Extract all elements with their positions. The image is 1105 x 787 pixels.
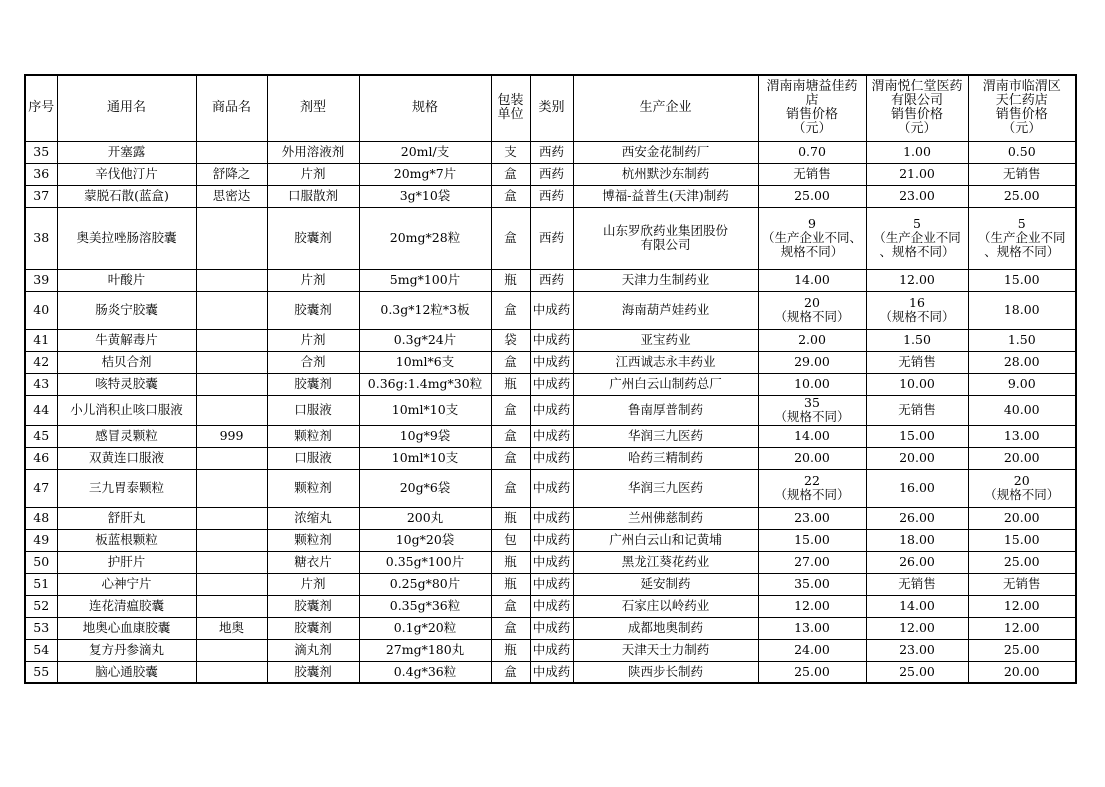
cell-dosage-form: 颗粒剂 <box>267 529 359 551</box>
cell-price-store-1: 10.00 <box>758 373 866 395</box>
cell-manufacturer: 博福-益普生(天津)制药 <box>573 185 758 207</box>
cell-spec: 10ml*6支 <box>359 351 491 373</box>
cell-generic-name: 复方丹参滴丸 <box>57 639 196 661</box>
cell-category: 西药 <box>530 141 573 163</box>
cell-category: 中成药 <box>530 329 573 351</box>
cell-brand-name <box>196 329 267 351</box>
cell-price-store-2: 无销售 <box>866 573 968 595</box>
cell-price-store-1: 35.00 <box>758 573 866 595</box>
cell-price-store-2: 23.00 <box>866 639 968 661</box>
cell-no: 52 <box>25 595 57 617</box>
cell-generic-name: 开塞露 <box>57 141 196 163</box>
cell-no: 45 <box>25 425 57 447</box>
cell-price-store-1: 35 （规格不同） <box>758 395 866 425</box>
cell-price-store-3: 无销售 <box>968 573 1076 595</box>
cell-brand-name: 思密达 <box>196 185 267 207</box>
cell-manufacturer: 海南葫芦娃药业 <box>573 291 758 329</box>
cell-price-store-2: 10.00 <box>866 373 968 395</box>
cell-price-store-3: 25.00 <box>968 639 1076 661</box>
cell-category: 中成药 <box>530 351 573 373</box>
cell-brand-name: 舒降之 <box>196 163 267 185</box>
table-row <box>25 469 1076 507</box>
table-row <box>25 595 1076 617</box>
cell-manufacturer: 广州白云山和记黄埔 <box>573 529 758 551</box>
header-row <box>25 75 1076 141</box>
cell-unit: 盒 <box>491 291 530 329</box>
cell-dosage-form: 口服散剂 <box>267 185 359 207</box>
cell-category: 中成药 <box>530 639 573 661</box>
cell-no: 55 <box>25 661 57 683</box>
cell-spec: 0.1g*20粒 <box>359 617 491 639</box>
cell-no: 44 <box>25 395 57 425</box>
cell-brand-name <box>196 469 267 507</box>
cell-price-store-2: 15.00 <box>866 425 968 447</box>
cell-price-store-2: 26.00 <box>866 551 968 573</box>
cell-category: 中成药 <box>530 573 573 595</box>
cell-price-store-1: 22 （规格不同） <box>758 469 866 507</box>
cell-unit: 盒 <box>491 425 530 447</box>
cell-spec: 0.36g:1.4mg*30粒 <box>359 373 491 395</box>
cell-unit: 盒 <box>491 617 530 639</box>
cell-brand-name <box>196 351 267 373</box>
cell-price-store-1: 25.00 <box>758 185 866 207</box>
cell-spec: 10ml*10支 <box>359 447 491 469</box>
cell-unit: 支 <box>491 141 530 163</box>
cell-no: 50 <box>25 551 57 573</box>
cell-spec: 0.4g*36粒 <box>359 661 491 683</box>
cell-price-store-3: 40.00 <box>968 395 1076 425</box>
cell-price-store-3: 13.00 <box>968 425 1076 447</box>
cell-brand-name <box>196 269 267 291</box>
cell-dosage-form: 口服液 <box>267 395 359 425</box>
cell-generic-name: 桔贝合剂 <box>57 351 196 373</box>
cell-category: 西药 <box>530 185 573 207</box>
cell-manufacturer: 山东罗欣药业集团股份 有限公司 <box>573 207 758 269</box>
cell-spec: 10g*9袋 <box>359 425 491 447</box>
cell-category: 中成药 <box>530 507 573 529</box>
cell-unit: 盒 <box>491 595 530 617</box>
cell-generic-name: 蒙脱石散(蓝盒) <box>57 185 196 207</box>
table-row <box>25 551 1076 573</box>
cell-spec: 200丸 <box>359 507 491 529</box>
table-row <box>25 291 1076 329</box>
cell-manufacturer: 鲁南厚普制药 <box>573 395 758 425</box>
cell-brand-name <box>196 207 267 269</box>
cell-dosage-form: 片剂 <box>267 329 359 351</box>
cell-category: 中成药 <box>530 447 573 469</box>
cell-spec: 20ml/支 <box>359 141 491 163</box>
cell-brand-name: 地奥 <box>196 617 267 639</box>
header-generic-name: 通用名 <box>57 75 196 141</box>
cell-price-store-3: 20.00 <box>968 661 1076 683</box>
cell-dosage-form: 胶囊剂 <box>267 617 359 639</box>
cell-brand-name <box>196 507 267 529</box>
table-row <box>25 395 1076 425</box>
header-manufacturer: 生产企业 <box>573 75 758 141</box>
cell-price-store-1: 20 （规格不同） <box>758 291 866 329</box>
cell-spec: 20mg*28粒 <box>359 207 491 269</box>
cell-dosage-form: 颗粒剂 <box>267 469 359 507</box>
cell-price-store-2: 1.00 <box>866 141 968 163</box>
cell-spec: 3g*10袋 <box>359 185 491 207</box>
cell-spec: 0.25g*80片 <box>359 573 491 595</box>
cell-manufacturer: 天津力生制药业 <box>573 269 758 291</box>
cell-generic-name: 小儿消积止咳口服液 <box>57 395 196 425</box>
cell-no: 35 <box>25 141 57 163</box>
header-no: 序号 <box>25 75 57 141</box>
cell-category: 中成药 <box>530 291 573 329</box>
cell-price-store-1: 27.00 <box>758 551 866 573</box>
cell-generic-name: 连花清瘟胶囊 <box>57 595 196 617</box>
cell-price-store-3: 18.00 <box>968 291 1076 329</box>
table-row <box>25 351 1076 373</box>
cell-category: 中成药 <box>530 617 573 639</box>
cell-no: 42 <box>25 351 57 373</box>
table-row <box>25 373 1076 395</box>
cell-price-store-1: 9 （生产企业不同、 规格不同） <box>758 207 866 269</box>
cell-generic-name: 舒肝丸 <box>57 507 196 529</box>
cell-no: 53 <box>25 617 57 639</box>
cell-price-store-1: 无销售 <box>758 163 866 185</box>
cell-manufacturer: 陕西步长制药 <box>573 661 758 683</box>
cell-generic-name: 脑心通胶囊 <box>57 661 196 683</box>
cell-price-store-2: 无销售 <box>866 395 968 425</box>
cell-manufacturer: 亚宝药业 <box>573 329 758 351</box>
cell-price-store-3: 12.00 <box>968 595 1076 617</box>
cell-generic-name: 咳特灵胶囊 <box>57 373 196 395</box>
cell-no: 43 <box>25 373 57 395</box>
cell-generic-name: 叶酸片 <box>57 269 196 291</box>
cell-category: 中成药 <box>530 595 573 617</box>
table-row <box>25 141 1076 163</box>
cell-unit: 盒 <box>491 469 530 507</box>
cell-brand-name <box>196 573 267 595</box>
table-row <box>25 269 1076 291</box>
cell-unit: 盒 <box>491 447 530 469</box>
cell-unit: 盒 <box>491 351 530 373</box>
cell-generic-name: 心神宁片 <box>57 573 196 595</box>
cell-price-store-3: 20.00 <box>968 447 1076 469</box>
cell-price-store-3: 25.00 <box>968 551 1076 573</box>
cell-brand-name <box>196 447 267 469</box>
cell-price-store-1: 24.00 <box>758 639 866 661</box>
cell-dosage-form: 口服液 <box>267 447 359 469</box>
cell-no: 49 <box>25 529 57 551</box>
cell-price-store-2: 26.00 <box>866 507 968 529</box>
table-row <box>25 447 1076 469</box>
table-row <box>25 207 1076 269</box>
cell-spec: 27mg*180丸 <box>359 639 491 661</box>
cell-generic-name: 护肝片 <box>57 551 196 573</box>
cell-no: 38 <box>25 207 57 269</box>
cell-brand-name <box>196 551 267 573</box>
header-spec: 规格 <box>359 75 491 141</box>
cell-category: 西药 <box>530 163 573 185</box>
cell-unit: 盒 <box>491 163 530 185</box>
cell-unit: 瓶 <box>491 639 530 661</box>
cell-category: 西药 <box>530 207 573 269</box>
table-row <box>25 617 1076 639</box>
cell-category: 中成药 <box>530 529 573 551</box>
cell-manufacturer: 黑龙江葵花药业 <box>573 551 758 573</box>
header-unit: 包装 单位 <box>491 75 530 141</box>
cell-unit: 瓶 <box>491 507 530 529</box>
cell-price-store-3: 无销售 <box>968 163 1076 185</box>
cell-no: 47 <box>25 469 57 507</box>
cell-dosage-form: 片剂 <box>267 163 359 185</box>
cell-unit: 盒 <box>491 207 530 269</box>
cell-dosage-form: 片剂 <box>267 573 359 595</box>
cell-unit: 包 <box>491 529 530 551</box>
cell-brand-name <box>196 395 267 425</box>
cell-price-store-3: 25.00 <box>968 185 1076 207</box>
cell-brand-name <box>196 639 267 661</box>
cell-generic-name: 牛黄解毒片 <box>57 329 196 351</box>
cell-price-store-1: 25.00 <box>758 661 866 683</box>
cell-manufacturer: 华润三九医药 <box>573 469 758 507</box>
cell-dosage-form: 片剂 <box>267 269 359 291</box>
cell-manufacturer: 杭州默沙东制药 <box>573 163 758 185</box>
cell-brand-name <box>196 595 267 617</box>
cell-brand-name: 999 <box>196 425 267 447</box>
cell-price-store-2: 14.00 <box>866 595 968 617</box>
cell-spec: 10g*20袋 <box>359 529 491 551</box>
cell-no: 46 <box>25 447 57 469</box>
cell-price-store-1: 14.00 <box>758 425 866 447</box>
cell-manufacturer: 广州白云山制药总厂 <box>573 373 758 395</box>
cell-dosage-form: 糖衣片 <box>267 551 359 573</box>
cell-price-store-1: 13.00 <box>758 617 866 639</box>
cell-price-store-1: 0.70 <box>758 141 866 163</box>
cell-price-store-2: 23.00 <box>866 185 968 207</box>
cell-no: 48 <box>25 507 57 529</box>
cell-price-store-2: 12.00 <box>866 269 968 291</box>
cell-unit: 瓶 <box>491 269 530 291</box>
cell-price-store-1: 29.00 <box>758 351 866 373</box>
price-table <box>24 74 1077 684</box>
cell-manufacturer: 哈药三精制药 <box>573 447 758 469</box>
header-brand-name: 商品名 <box>196 75 267 141</box>
cell-dosage-form: 浓缩丸 <box>267 507 359 529</box>
table-row <box>25 661 1076 683</box>
cell-no: 54 <box>25 639 57 661</box>
cell-category: 中成药 <box>530 469 573 507</box>
cell-spec: 0.35g*100片 <box>359 551 491 573</box>
cell-brand-name <box>196 141 267 163</box>
cell-price-store-3: 9.00 <box>968 373 1076 395</box>
cell-no: 40 <box>25 291 57 329</box>
cell-price-store-2: 12.00 <box>866 617 968 639</box>
cell-brand-name <box>196 291 267 329</box>
cell-generic-name: 地奥心血康胶囊 <box>57 617 196 639</box>
cell-unit: 瓶 <box>491 373 530 395</box>
cell-unit: 盒 <box>491 661 530 683</box>
table-row <box>25 425 1076 447</box>
cell-price-store-3: 28.00 <box>968 351 1076 373</box>
cell-unit: 盒 <box>491 395 530 425</box>
table-row <box>25 573 1076 595</box>
cell-dosage-form: 胶囊剂 <box>267 595 359 617</box>
cell-price-store-1: 20.00 <box>758 447 866 469</box>
cell-category: 中成药 <box>530 373 573 395</box>
table-row <box>25 639 1076 661</box>
cell-generic-name: 双黄连口服液 <box>57 447 196 469</box>
cell-manufacturer: 延安制药 <box>573 573 758 595</box>
cell-generic-name: 感冒灵颗粒 <box>57 425 196 447</box>
cell-price-store-1: 15.00 <box>758 529 866 551</box>
cell-price-store-2: 16 （规格不同） <box>866 291 968 329</box>
cell-dosage-form: 胶囊剂 <box>267 661 359 683</box>
table-row <box>25 185 1076 207</box>
cell-brand-name <box>196 529 267 551</box>
cell-unit: 盒 <box>491 185 530 207</box>
cell-manufacturer: 天津天士力制药 <box>573 639 758 661</box>
cell-price-store-2: 21.00 <box>866 163 968 185</box>
cell-category: 中成药 <box>530 395 573 425</box>
cell-spec: 0.35g*36粒 <box>359 595 491 617</box>
cell-dosage-form: 颗粒剂 <box>267 425 359 447</box>
table-row <box>25 507 1076 529</box>
cell-price-store-2: 无销售 <box>866 351 968 373</box>
cell-price-store-3: 1.50 <box>968 329 1076 351</box>
cell-unit: 袋 <box>491 329 530 351</box>
cell-price-store-1: 2.00 <box>758 329 866 351</box>
cell-price-store-2: 18.00 <box>866 529 968 551</box>
cell-no: 37 <box>25 185 57 207</box>
cell-price-store-1: 23.00 <box>758 507 866 529</box>
table-body <box>25 141 1076 683</box>
cell-no: 39 <box>25 269 57 291</box>
cell-no: 36 <box>25 163 57 185</box>
cell-category: 中成药 <box>530 425 573 447</box>
cell-price-store-2: 5 （生产企业不同 、规格不同） <box>866 207 968 269</box>
cell-generic-name: 肠炎宁胶囊 <box>57 291 196 329</box>
cell-dosage-form: 胶囊剂 <box>267 291 359 329</box>
header-price-store-3: 渭南市临渭区 天仁药店 销售价格 （元） <box>968 75 1076 141</box>
cell-brand-name <box>196 373 267 395</box>
cell-category: 中成药 <box>530 551 573 573</box>
table-row <box>25 529 1076 551</box>
cell-dosage-form: 滴丸剂 <box>267 639 359 661</box>
cell-spec: 10ml*10支 <box>359 395 491 425</box>
cell-spec: 20mg*7片 <box>359 163 491 185</box>
cell-price-store-3: 20 （规格不同） <box>968 469 1076 507</box>
cell-spec: 20g*6袋 <box>359 469 491 507</box>
header-dosage-form: 剂型 <box>267 75 359 141</box>
cell-dosage-form: 胶囊剂 <box>267 373 359 395</box>
cell-price-store-2: 25.00 <box>866 661 968 683</box>
cell-price-store-3: 12.00 <box>968 617 1076 639</box>
header-price-store-1: 渭南南塘益佳药店 销售价格 （元） <box>758 75 866 141</box>
table-row <box>25 329 1076 351</box>
cell-dosage-form: 合剂 <box>267 351 359 373</box>
cell-price-store-3: 5 （生产企业不同 、规格不同） <box>968 207 1076 269</box>
cell-unit: 瓶 <box>491 551 530 573</box>
cell-spec: 5mg*100片 <box>359 269 491 291</box>
cell-price-store-2: 20.00 <box>866 447 968 469</box>
cell-spec: 0.3g*24片 <box>359 329 491 351</box>
cell-dosage-form: 胶囊剂 <box>267 207 359 269</box>
cell-dosage-form: 外用溶液剂 <box>267 141 359 163</box>
table-row <box>25 163 1076 185</box>
cell-price-store-2: 1.50 <box>866 329 968 351</box>
cell-manufacturer: 成都地奥制药 <box>573 617 758 639</box>
cell-category: 中成药 <box>530 661 573 683</box>
cell-manufacturer: 江西诚志永丰药业 <box>573 351 758 373</box>
cell-generic-name: 辛伐他汀片 <box>57 163 196 185</box>
cell-unit: 瓶 <box>491 573 530 595</box>
cell-generic-name: 板蓝根颗粒 <box>57 529 196 551</box>
cell-manufacturer: 石家庄以岭药业 <box>573 595 758 617</box>
cell-price-store-3: 0.50 <box>968 141 1076 163</box>
cell-manufacturer: 华润三九医药 <box>573 425 758 447</box>
cell-brand-name <box>196 661 267 683</box>
header-price-store-2: 渭南悦仁堂医药 有限公司 销售价格 （元） <box>866 75 968 141</box>
cell-no: 41 <box>25 329 57 351</box>
header-category: 类别 <box>530 75 573 141</box>
cell-price-store-1: 12.00 <box>758 595 866 617</box>
cell-price-store-1: 14.00 <box>758 269 866 291</box>
cell-price-store-2: 16.00 <box>866 469 968 507</box>
cell-price-store-3: 20.00 <box>968 507 1076 529</box>
cell-manufacturer: 兰州佛慈制药 <box>573 507 758 529</box>
cell-price-store-3: 15.00 <box>968 529 1076 551</box>
cell-manufacturer: 西安金花制药厂 <box>573 141 758 163</box>
cell-spec: 0.3g*12粒*3板 <box>359 291 491 329</box>
cell-category: 西药 <box>530 269 573 291</box>
cell-generic-name: 奥美拉唑肠溶胶囊 <box>57 207 196 269</box>
cell-generic-name: 三九胃泰颗粒 <box>57 469 196 507</box>
cell-price-store-3: 15.00 <box>968 269 1076 291</box>
cell-no: 51 <box>25 573 57 595</box>
